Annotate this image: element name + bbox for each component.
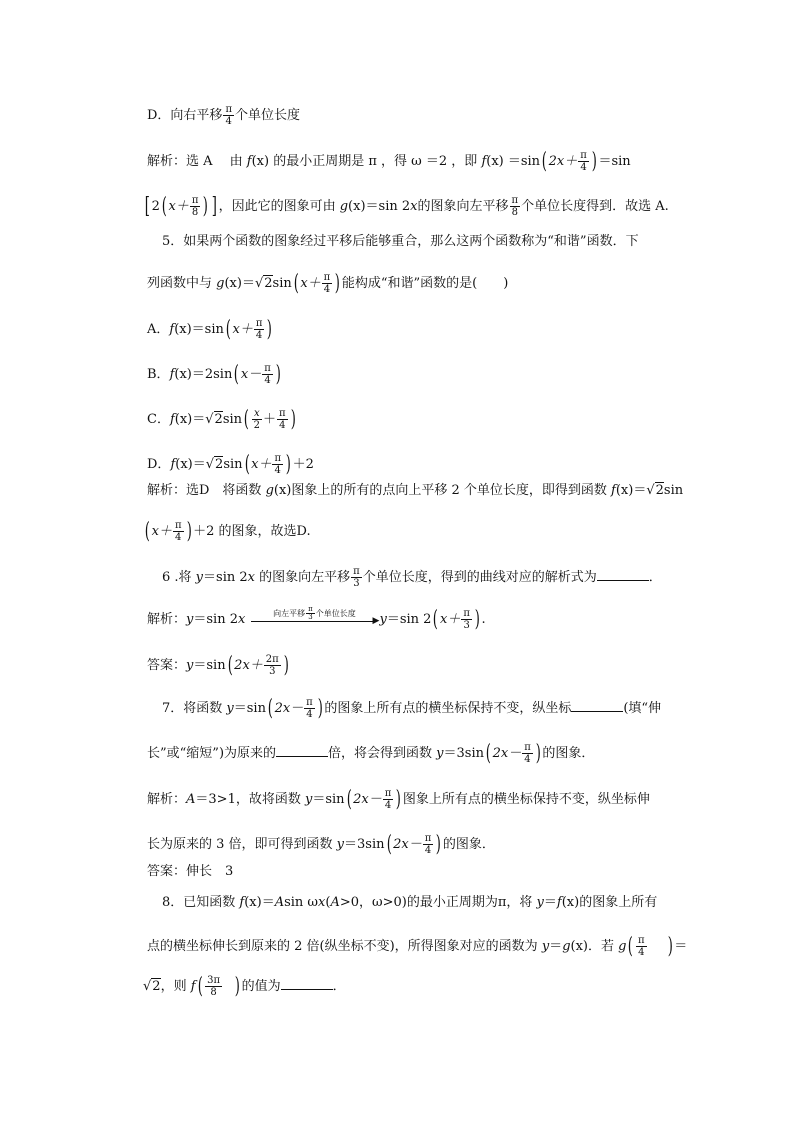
- text: (x)图象上的所有的点向上平移 2 个单位长度，即得到函数: [273, 483, 612, 498]
- text: π: [264, 363, 271, 374]
- bracket: (: [243, 406, 249, 432]
- text: 2x－: [393, 837, 422, 852]
- fraction: [304, 697, 315, 720]
- fraction: [254, 318, 265, 341]
- bracket: ): [267, 316, 273, 342]
- option-a: [147, 318, 274, 341]
- text: x: [410, 199, 418, 214]
- fraction: [636, 935, 647, 958]
- text: π: [274, 453, 282, 464]
- text: 3: [306, 613, 315, 621]
- text: π: [191, 195, 199, 206]
- bracket: (: [433, 606, 439, 632]
- bracket: (: [267, 695, 273, 721]
- text: x: [237, 612, 246, 627]
- text: π: [424, 833, 432, 844]
- question-8-line-2: [147, 935, 687, 958]
- text: 4: [636, 946, 647, 958]
- analysis-line-1: [147, 150, 631, 173]
- text: 4: [578, 161, 589, 173]
- text: (x) 的最小正周期是 π ，得 ω ＝2 ，即: [251, 154, 482, 169]
- text: 2: [151, 199, 160, 214]
- bracket: ): [203, 193, 209, 219]
- text: π: [225, 104, 233, 115]
- text: 2: [152, 979, 161, 994]
- text: sin: [222, 412, 243, 427]
- answer-7: [147, 863, 233, 881]
- text: g: [562, 939, 571, 954]
- text: π: [323, 272, 331, 283]
- bracket: (: [144, 518, 150, 544]
- fraction: [264, 654, 281, 677]
- text: x＋: [151, 524, 172, 539]
- question-8-line-3: [143, 975, 346, 998]
- analysis-line-2: [143, 195, 669, 218]
- text: f: [190, 979, 196, 994]
- text: x－: [240, 367, 262, 382]
- text: ＋2: [292, 457, 314, 472]
- text: 2x－: [492, 746, 522, 761]
- text: 能构成“和谐”函数的是( ): [341, 276, 509, 291]
- text: y: [186, 658, 194, 673]
- text: 的图象上所有点的横坐标保持不变，纵坐标: [324, 701, 572, 716]
- text: 4: [223, 115, 234, 127]
- bracket: ): [275, 361, 281, 387]
- text: 答案：: [147, 658, 187, 673]
- text: f: [239, 895, 245, 910]
- sqrt-symbol: √2: [205, 412, 223, 427]
- fraction: [277, 408, 288, 431]
- text: 4: [423, 844, 434, 856]
- bracket: ): [396, 786, 402, 812]
- bracket: (: [244, 451, 250, 477]
- text: ＝: [549, 939, 563, 954]
- text: f: [169, 322, 175, 337]
- bracket: ): [535, 740, 541, 766]
- text: y: [541, 939, 550, 954]
- text: f: [246, 154, 252, 169]
- transform-arrow: [249, 605, 380, 629]
- text: ＝3sin: [443, 746, 484, 761]
- text: ，因此它的图象可由: [218, 199, 340, 214]
- text: x: [247, 570, 255, 585]
- text: A: [186, 792, 196, 807]
- text: 的图象．: [542, 746, 595, 761]
- fraction: [173, 520, 184, 543]
- answer-blank[interactable]: [281, 977, 333, 990]
- answer-blank[interactable]: [571, 699, 623, 712]
- text: 2x－: [274, 701, 304, 716]
- text: f: [170, 457, 176, 472]
- text: π: [524, 742, 531, 753]
- text: (x) ＝sin: [486, 154, 541, 169]
- text: sin ω: [284, 895, 319, 910]
- text: π: [308, 605, 313, 613]
- bracket: ]: [211, 193, 217, 219]
- bracket: ): [334, 270, 341, 296]
- text: (x)＝2sin: [174, 367, 233, 382]
- text: >0，ω>0)的最小正周期为π，将: [339, 895, 537, 910]
- bracket: (: [541, 148, 547, 174]
- text: (x)＝: [174, 412, 206, 427]
- text: y: [226, 701, 234, 716]
- text: 4: [522, 753, 533, 765]
- fraction: [262, 363, 273, 386]
- text: 4: [383, 799, 394, 811]
- text: ＝sin: [193, 658, 226, 673]
- text: f: [169, 412, 175, 427]
- text: (x)的图象上所有: [561, 895, 658, 910]
- text: ，则: [160, 979, 191, 994]
- text: ＋: [263, 412, 277, 427]
- text: 2x－: [353, 792, 382, 807]
- bracket: (: [485, 740, 491, 766]
- text: 4: [272, 464, 283, 476]
- text: 个单位长度得到．故选 A.: [521, 199, 669, 214]
- bracket: [: [144, 193, 150, 219]
- bracket: ): [436, 831, 442, 857]
- text: 8: [205, 986, 222, 998]
- text: y: [436, 746, 444, 761]
- text: π: [306, 697, 313, 708]
- fraction: [578, 150, 589, 173]
- text: sin: [223, 457, 243, 472]
- text: g: [216, 276, 225, 291]
- question-6: [162, 566, 662, 589]
- fraction: [383, 788, 394, 811]
- text: ＝: [674, 939, 688, 954]
- fraction: [510, 195, 521, 218]
- text: 解析：选D 将函数: [147, 483, 266, 498]
- text: 解析：: [147, 612, 187, 627]
- fraction: [190, 195, 201, 218]
- text: y: [186, 612, 194, 627]
- text: 4: [304, 708, 315, 720]
- text: y: [336, 837, 345, 852]
- text: x＋: [168, 199, 189, 214]
- fraction: [272, 453, 283, 476]
- bracket: ): [474, 606, 480, 632]
- text: 4: [277, 419, 288, 431]
- text: x＋: [440, 612, 461, 627]
- text: π: [463, 608, 470, 619]
- analysis-5-line-2: [143, 520, 311, 543]
- text: x: [253, 408, 260, 419]
- text: f: [556, 895, 562, 910]
- text: 2: [655, 483, 664, 498]
- sqrt-symbol: √2: [254, 276, 273, 291]
- text: .: [481, 612, 486, 627]
- text: (x)＝: [244, 895, 275, 910]
- answer-blank[interactable]: [276, 744, 328, 757]
- text: 2x＋: [234, 658, 263, 673]
- text: 3: [461, 619, 472, 631]
- text: 7．将函数: [162, 701, 227, 716]
- bracket: ): [234, 973, 240, 999]
- text: π: [580, 150, 587, 161]
- text: π: [279, 408, 286, 419]
- text: 的图象．: [442, 837, 495, 852]
- text: 8．已知函数: [162, 895, 240, 910]
- text: D．: [147, 457, 171, 472]
- text: ＝sin: [598, 154, 631, 169]
- bracket: ): [667, 933, 673, 959]
- text: π: [255, 318, 263, 329]
- analysis-5-line-1: [147, 482, 683, 500]
- text: π: [638, 935, 645, 946]
- bracket: ): [283, 652, 289, 678]
- text: A．: [147, 322, 170, 337]
- bracket: (: [225, 316, 231, 342]
- option-d: [147, 453, 314, 476]
- question-7-line-1: [162, 697, 661, 720]
- text: B．: [147, 367, 170, 382]
- analysis-7-line-2: [147, 833, 495, 856]
- bracket: (: [161, 193, 167, 219]
- fraction: [351, 566, 362, 589]
- text: 向左平移: [273, 608, 306, 618]
- text: 2: [215, 457, 224, 472]
- text: 个单位长度，得到的曲线对应的解析式为: [362, 570, 597, 585]
- text: 5．如果两个函数的图象经过平移后能够重合，那么这两个函数称为“和谐”函数．下: [162, 234, 639, 249]
- answer-6: [147, 654, 290, 677]
- text: (x)＝: [175, 457, 206, 472]
- text: 图象上所有点的横坐标保持不变，纵坐标伸: [402, 792, 650, 807]
- text: 2: [253, 420, 260, 431]
- text: ＋2 的图象，故选D.: [193, 524, 311, 539]
- text: 倍，将会得到函数: [328, 746, 437, 761]
- text: y: [536, 895, 544, 910]
- text: y: [304, 792, 313, 807]
- text: A: [330, 895, 340, 910]
- text: sin: [272, 276, 292, 291]
- question-7-line-2: [147, 742, 594, 765]
- text: x＋: [300, 276, 321, 291]
- text: g: [265, 483, 274, 498]
- bracket: (: [234, 361, 240, 387]
- arrow-head-icon: ▶: [372, 615, 380, 626]
- text: ＝3>1，故将函数: [195, 792, 305, 807]
- text: x: [318, 895, 326, 910]
- bracket: (: [197, 973, 203, 999]
- fraction: [252, 408, 262, 431]
- text: y: [195, 570, 204, 585]
- text: x＋: [232, 322, 253, 337]
- sqrt-symbol: √2: [205, 457, 224, 472]
- option-d-line: [147, 104, 300, 127]
- text: 4: [254, 329, 265, 341]
- fraction: [461, 608, 472, 631]
- text: g: [339, 199, 349, 214]
- text: ．: [332, 979, 346, 994]
- text: ＝sin 2: [193, 612, 238, 627]
- text: 解析：: [147, 792, 187, 807]
- bracket: (: [628, 933, 634, 959]
- option-c: [147, 408, 297, 431]
- text: sin: [663, 483, 684, 498]
- text: 长”或“缩短”)为原来的: [147, 746, 277, 761]
- text: (x)＝sin: [174, 322, 224, 337]
- text: C．: [147, 412, 170, 427]
- fraction: [322, 272, 333, 295]
- bracket: (: [386, 831, 392, 857]
- bracket: (: [293, 270, 299, 296]
- text: 长为原来的 3 倍，即可得到函数: [147, 837, 337, 852]
- text: (x)．若: [570, 939, 619, 954]
- text: 2: [214, 412, 223, 427]
- sqrt-symbol: √2: [143, 979, 161, 994]
- text: ＝sin: [312, 792, 345, 807]
- text: 个单位长度: [235, 108, 301, 123]
- text: 4: [262, 374, 273, 386]
- bracket: ): [591, 148, 597, 174]
- text: (x)＝: [615, 483, 647, 498]
- text: 4: [173, 531, 184, 543]
- text: 点的横坐标伸长到原来的 2 倍(纵坐标不变)，所得图象对应的函数为: [147, 939, 542, 954]
- text: g: [618, 939, 627, 954]
- question-5-line-2: [147, 272, 508, 295]
- text: f: [169, 367, 175, 382]
- text: (: [325, 895, 331, 910]
- text: 4: [322, 283, 333, 295]
- fraction: [223, 104, 234, 127]
- fraction: [423, 833, 434, 856]
- text: (x)＝: [224, 276, 255, 291]
- text: 8: [190, 206, 201, 218]
- answer-blank[interactable]: [597, 568, 649, 581]
- text: f: [611, 483, 616, 498]
- option-b: [147, 363, 282, 386]
- text: π: [174, 520, 182, 531]
- text: 个单位长度: [315, 608, 356, 618]
- text: (x)＝sin 2: [348, 199, 411, 214]
- text: ＝sin: [233, 701, 266, 716]
- analysis-6: [147, 605, 486, 632]
- text: 的图象向左平移: [254, 570, 351, 585]
- fraction: [522, 742, 533, 765]
- question-5-line-1: [162, 233, 639, 251]
- text: D．向右平移: [147, 108, 223, 123]
- text: 的图象向左平移: [417, 199, 509, 214]
- text: ＝: [543, 895, 557, 910]
- text: 列函数中与: [147, 276, 217, 291]
- text: 2x＋: [548, 154, 578, 169]
- bracket: ): [186, 518, 192, 544]
- bracket: ): [290, 406, 296, 432]
- text: 的值为: [241, 979, 281, 994]
- bracket: ): [285, 451, 291, 477]
- text: 3: [351, 577, 362, 589]
- fraction: [306, 606, 315, 621]
- bracket: (: [346, 786, 352, 812]
- text: y: [379, 612, 387, 627]
- bracket: (: [227, 652, 233, 678]
- text: 3π: [207, 975, 221, 986]
- text: 2π: [265, 654, 279, 665]
- text: ＝3sin: [344, 837, 385, 852]
- text: 3: [264, 665, 281, 677]
- question-8-line-1: [162, 894, 657, 912]
- text: ＝sin 2: [203, 570, 248, 585]
- analysis-7-line-1: [147, 788, 650, 811]
- text: x＋: [251, 457, 272, 472]
- text: ＝sin 2: [386, 612, 432, 627]
- text: π: [353, 566, 360, 577]
- text: 解析：选 A 由: [147, 154, 247, 169]
- text: 6 .将: [162, 570, 196, 585]
- sqrt-symbol: √2: [646, 483, 664, 498]
- fraction: [205, 975, 222, 998]
- text: A: [274, 895, 285, 910]
- text: π: [384, 788, 392, 799]
- text: π: [511, 195, 519, 206]
- bracket: ): [317, 695, 323, 721]
- text: ．: [648, 570, 662, 585]
- text: 8: [510, 206, 521, 218]
- text: 2: [264, 276, 273, 291]
- text: (填“伸: [623, 701, 662, 716]
- text: 答案：伸长 3: [147, 864, 234, 879]
- text: f: [481, 154, 487, 169]
